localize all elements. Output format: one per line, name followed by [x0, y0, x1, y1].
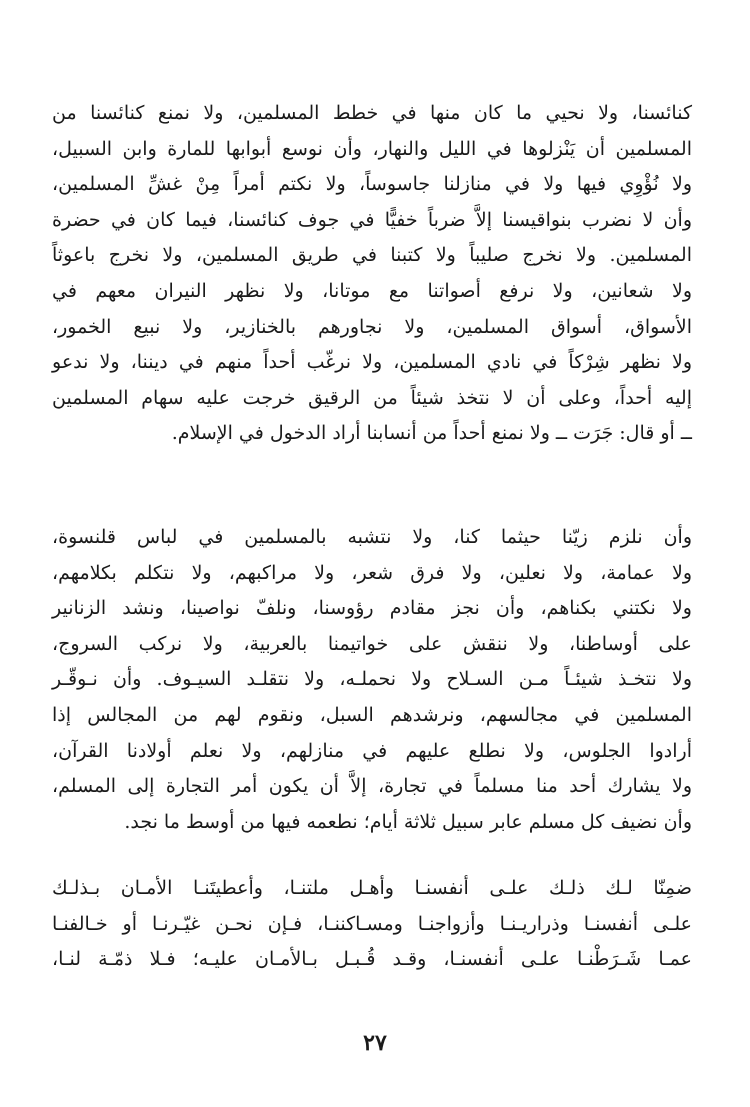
- paragraph-2: [52, 520, 692, 840]
- paragraph-line: ولا يشارك أحد منا مسلماً في تجارة، إلاَّ أن يكون أمر التجارة إلى المسلم،: [52, 775, 692, 798]
- paragraph-line: على أوساطنا، ولا ننقش على خواتيمنا بالعربية، ولا نركب السروج،: [52, 632, 692, 655]
- paragraph-line: علـى أنفسنـا وذراريـنـا وأزواجنـا ومسـاكننـا، فـإن نحـن غيّـرنـا أو خـالفنـا: [52, 912, 692, 935]
- paragraph-line: ولا شعانين، ولا نرفع أصواتنا مع موتانا، ولا نظهر النيران معهم في: [52, 279, 692, 302]
- paragraph-line: أرادوا الجلوس، ولا نطلع عليهم في منازلهم، ولا نعلم أولادنا القرآن،: [52, 739, 692, 762]
- paragraph-3: [52, 871, 692, 978]
- paragraph-line: ولا نكتني بكناهم، وأن نجز مقادم رؤوسنا، ونلفّ نواصينا، ونشد الزنانير: [52, 597, 692, 620]
- paragraph-line: ولا عمامة، ولا نعلين، ولا فرق شعر، ولا مراكبهم، ولا نتكلم بكلامهم،: [52, 561, 692, 584]
- paragraph-line: الأسواق، أسواق المسلمين، ولا نجاورهم بالخنازير، ولا نبيع الخمور،: [52, 315, 692, 338]
- paragraph-line: عمـا شَـرَطْنـا علـى أنفسنـا، وقـد قُـبـل بـالأمـان عليـه؛ فـلا ذمّـة لنـا،: [52, 948, 692, 971]
- paragraph-1: [52, 96, 692, 452]
- paragraph-line: ــ أو قال: جَرَت ــ ولا نمنع أحداً من أنسابنا أراد الدخول في الإسلام.: [171, 422, 692, 445]
- paragraph-line: ضمِنّا لـك ذلـك علـى أنفسنـا وأهـل ملتنـا، وأعطيتَنـا الأمـان بـذلـك: [52, 877, 692, 899]
- paragraph-line: المسلمين أن يَنْزلوها في الليل والنهار، وأن نوسع أبوابها للمارة وابن السبيل،: [52, 137, 692, 160]
- paragraph-line: المسلمين في مجالسهم، ونرشدهم السبل، ونقوم لهم من المجالس إذا: [52, 703, 692, 726]
- paragraph-line: كنائسنا، ولا نحيي ما كان منها في خطط المسلمين، ولا نمنع كنائسنا من: [52, 102, 692, 124]
- paragraph-line: وأن نلزم زيّنا حيثما كنا، ولا نتشبه بالمسلمين في لباس قلنسوة،: [52, 526, 692, 548]
- paragraph-line: ولا نتخـذ شيئـاً مـن السـلاح ولا نحملـه، ولا نتقلـد السيـوف. وأن نـوقّـر: [52, 668, 692, 691]
- paragraph-line: ولا نُؤْوِي فيها ولا في منازلنا جاسوساً، ولا نكتم أمراً مِنْ غشِّ المسلمين،: [52, 173, 692, 196]
- paragraph-line: إليه أحداً، وعلى أن لا نتخذ شيئاً من الرقيق خرجت عليه سهام المسلمين: [52, 386, 692, 409]
- page-number: ٢٧: [363, 1030, 387, 1056]
- paragraph-line: المسلمين. ولا نخرج صليباً ولا كتبنا في طريق المسلمين، ولا نخرج باعوثاً: [52, 244, 692, 267]
- paragraph-line: وأن لا نضرب بنواقيسنا إلاَّ ضرباً خفيًّا في جوف كنائسنا، فيما كان في حضرة: [52, 208, 692, 231]
- paragraph-line: وأن نضيف كل مسلم عابر سبيل ثلاثة أيام؛ نطعمه فيها من أوسط ما نجد.: [124, 810, 692, 833]
- paragraph-line: ولا نظهر شِرْكاً في نادي المسلمين، ولا نرغّب أحداً منهم في ديننا، ولا ندعو: [52, 351, 692, 374]
